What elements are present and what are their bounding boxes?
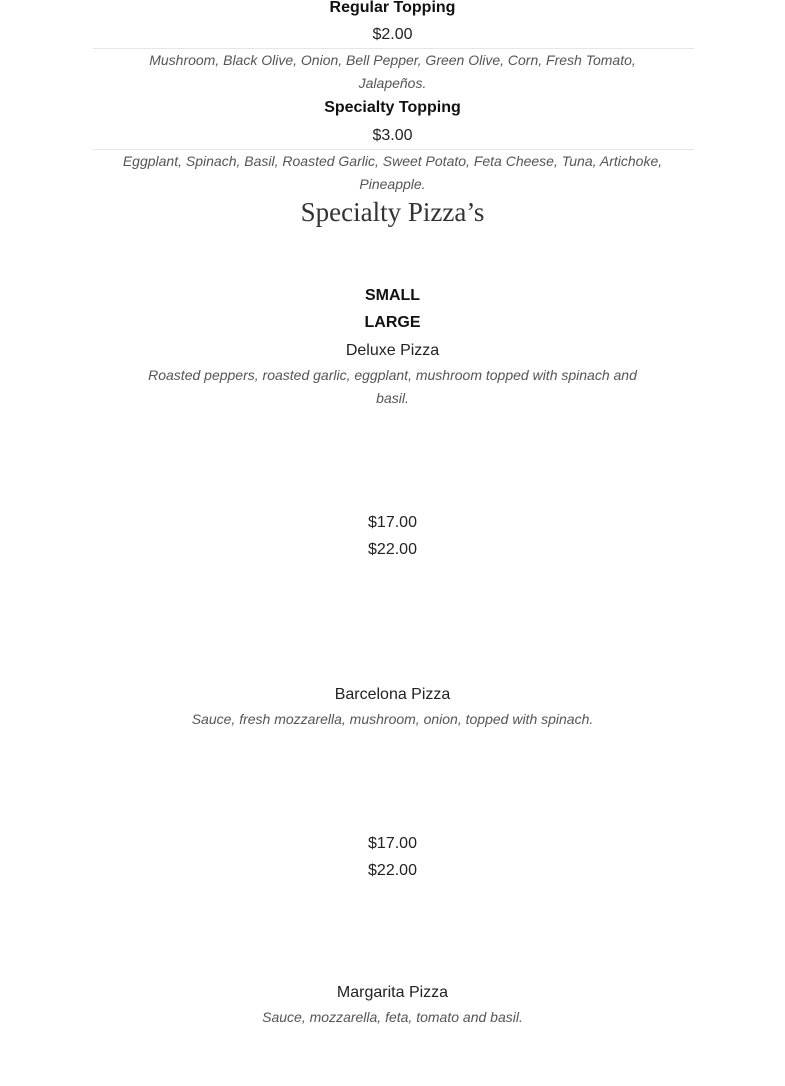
menu-item-price-small: $17.00 <box>368 514 417 531</box>
menu-item-desc-line1: Sauce, fresh mozzarella, mushroom, onion, topped with spinach. <box>191 711 594 727</box>
menu-item-name: Barcelona Pizza <box>334 686 451 703</box>
menu-item-name: Margarita Pizza <box>336 984 449 1001</box>
size-large-label: LARGE <box>364 314 421 331</box>
menu-item-price-small: $17.00 <box>368 835 417 852</box>
menu-item-desc-line1: Sauce, mozzarella, feta, tomato and basil. <box>262 1009 523 1025</box>
specialty-topping-title: Specialty Topping <box>324 99 461 116</box>
menu-item-desc-line1: Roasted peppers, roasted garlic, eggplant, mushroom topped with spinach and <box>148 367 637 383</box>
specialty-topping-desc-line2: Pineapple. <box>359 176 426 192</box>
menu-item-price-large: $22.00 <box>368 862 417 879</box>
section-title: Specialty Pizza’s <box>300 197 485 227</box>
specialty-topping-desc-line1: Eggplant, Spinach, Basil, Roasted Garlic, Sweet Potato, Feta Cheese, Tuna, Artichoke, <box>122 153 663 169</box>
regular-topping-price: $2.00 <box>372 26 413 43</box>
size-small-label: SMALL <box>364 287 421 304</box>
menu-item-price-large: $22.00 <box>368 541 417 558</box>
menu-item-name: Deluxe Pizza <box>345 342 440 359</box>
regular-topping-desc-line1: Mushroom, Black Olive, Onion, Bell Pepper, Green Olive, Corn, Fresh Tomato, <box>149 52 636 68</box>
regular-topping-title: Regular Topping <box>329 0 456 16</box>
menu-item-desc-line2: basil. <box>376 390 409 406</box>
regular-topping-desc-line2: Jalapeños. <box>358 75 427 91</box>
specialty-topping-price: $3.00 <box>372 127 413 144</box>
